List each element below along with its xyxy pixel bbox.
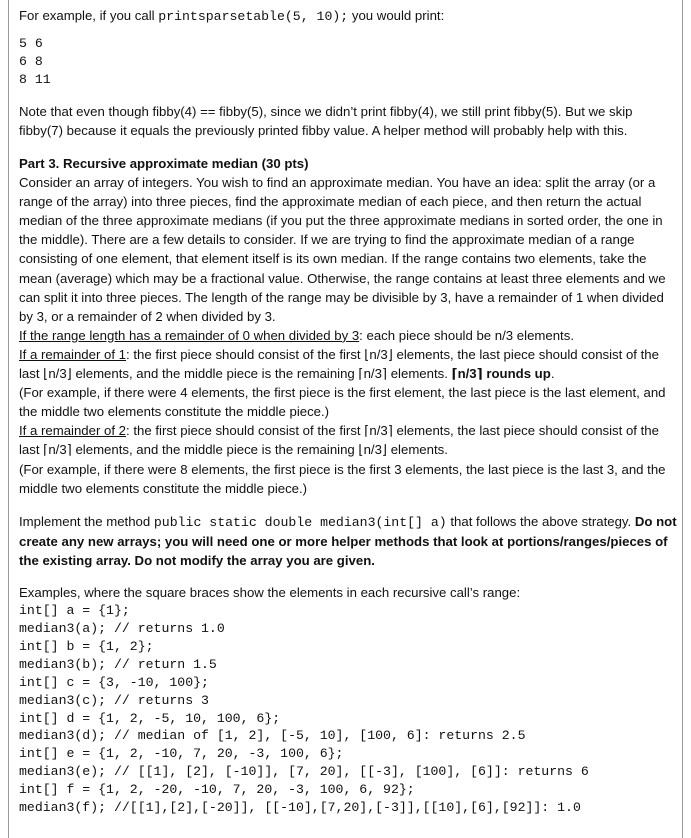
code-line: int[] e = {1, 2, -10, 7, 20, -3, 100, 6};: [19, 746, 344, 762]
part3-description: Consider an array of integers. You wish to find an approximate median. You have an idea: split the array (or a range of the array) into three pieces, find the approximate median of each piece, and then return the actual median of the three approximate medians (if you put the three approximate medians in sorted order, the one in the middle). There are a few details to consider. If we are trying to find the approximate median of a range consisting of one element, that element itself is its own median. If the range contains two elements, take the mean (average) which may be a fractional value. Otherwise, the range contains at least three elements and we can split it into three pieces. The length of the range may be divisible by 3, have a remainder of 1 when divided by 3, or a remainder of 2 when divided by 3.: [19, 175, 666, 324]
implement-constraints: Do not create any new arrays; you will need one or more helper methods that look at portions/ranges/pieces of the existing array. Do not modify the array you are given.: [19, 513, 677, 568]
code-line: int[] a = {1};: [19, 603, 130, 619]
code-line: median3(d); // median of [1, 2], [-5, 10], [100, 6]: returns 2.5: [19, 728, 526, 744]
code-line: median3(b); // return 1.5: [19, 656, 217, 672]
document-body: [19, 6, 679, 817]
method-signature: public static double median3(int[] a): [153, 514, 447, 530]
remainder-0-text: : each piece should be n/3 elements.: [359, 327, 574, 343]
code-line: int[] f = {1, 2, -20, -10, 7, 20, -3, 100, 6, 92};: [19, 782, 415, 798]
remainder-2-text: : the first piece should consist of the first ⌈n/3⌉ elements, the last piece should consist of the last ⌈n/3⌉ elements, and the middle piece is the remaining ⌊n/3⌋ elements.: [19, 423, 659, 458]
remainder-2-rule: [19, 421, 679, 459]
output-line: 6 8: [19, 54, 43, 69]
output-line: 5 6: [19, 36, 43, 52]
remainder-1-label: If a remainder of 1: [19, 346, 127, 362]
code-line: median3(c); // returns 3: [19, 692, 209, 708]
remainder-2-label: If a remainder of 2: [19, 423, 127, 439]
code-line: median3(a); // returns 1.0: [19, 620, 225, 636]
remainder-2-example: (For example, if there were 8 elements, the first piece is the first 3 elements, the last piece is the last 3, and the middle two elements constitute the middle piece.): [19, 461, 666, 496]
implement-text-mid: that follows the above strategy.: [446, 513, 635, 529]
remainder-1-text: : the first piece should consist of the first ⌊n/3⌋ elements, the last piece should consist of the last ⌊n/3⌋ elements, and the middle piece is the remaining ⌈n/3⌉ elements.: [19, 346, 659, 382]
part3-heading: [19, 154, 679, 173]
intro-text-end: you would print:: [348, 8, 445, 23]
part3-heading-text: Part 3. Recursive approximate median (30 pts): [19, 156, 309, 171]
remainder-1-rule: [19, 345, 679, 383]
code-line: int[] c = {3, -10, 100};: [19, 674, 209, 690]
intro-code: printsparsetable(5, 10);: [158, 9, 349, 24]
intro-paragraph: [19, 6, 679, 26]
intro-text: For example, if you call: [19, 8, 159, 23]
code-line: int[] b = {1, 2};: [19, 638, 154, 654]
sample-output: [19, 35, 679, 89]
implement-text: Implement the method: [19, 513, 154, 529]
code-line: median3(e); // [[1], [2], [-10]], [7, 20], [[-3], [100], [6]]: returns 6: [19, 764, 589, 780]
code-examples: [19, 602, 679, 817]
rounds-up-note: ⌈n/3⌉ rounds up: [451, 366, 551, 382]
output-line: 8 11: [19, 71, 51, 87]
examples-intro: Examples, where the square braces show the elements in each recursive call’s range:: [19, 584, 521, 600]
code-line: median3(f); //[[1],[2],[-20]], [[-10],[7,20],[-3]],[[10],[6],[92]]: 1.0: [19, 800, 581, 816]
implement-paragraph: [19, 512, 679, 570]
note-paragraph: Note that even though fibby(4) == fibby(5), since we didn’t print fibby(4), we still print fibby(5). But we skip fibby(7) because it equals the previously printed fibby value. A helper method will probably help with this.: [19, 103, 633, 138]
remainder-1-end: .: [550, 366, 555, 382]
remainder-1-example: (For example, if there were 4 elements, the first piece is the first element, the last piece is the last element, and the middle two elements constitute the middle piece.): [19, 385, 666, 420]
remainder-0-label: If the range length has a remainder of 0 when divided by 3: [19, 327, 360, 343]
remainder-0-rule: [19, 326, 679, 345]
code-line: int[] d = {1, 2, -5, 10, 100, 6};: [19, 710, 281, 726]
